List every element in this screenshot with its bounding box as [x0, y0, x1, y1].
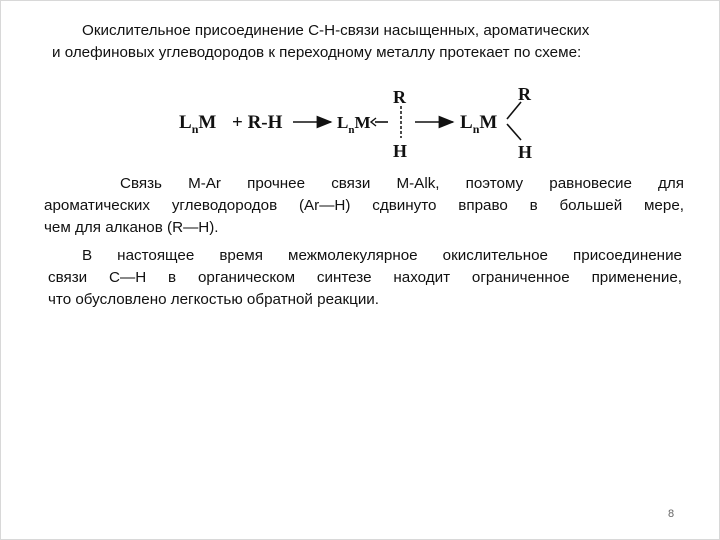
product-mh-bond — [507, 124, 521, 140]
application-line-3: что обусловлено легкостью обратной реакции. — [48, 291, 380, 308]
stability-line-3: чем для алканов (R—H). — [44, 219, 219, 236]
product-h-label: H — [518, 142, 533, 162]
product-metal-complex: $L_nM$ — [460, 112, 498, 136]
product-r-label: R — [518, 86, 531, 104]
stability-line-1: Связь M-Ar прочнее связи M-Alk, поэтому равновесие для — [120, 175, 684, 192]
intermediate-metal-complex: $L_nM$ — [337, 113, 371, 136]
intermediate-h-label: H — [393, 141, 408, 161]
stability-paragraph — [44, 173, 684, 239]
page-number: 8 — [668, 508, 675, 520]
intermediate-r-label: R — [393, 87, 406, 107]
product-mr-bond — [507, 102, 521, 119]
reagent-rh: + R-H — [232, 112, 283, 133]
intro-line-2: и олефиновых углеводородов к переходному металлу протекает по схеме: — [52, 44, 582, 61]
stability-line-2: ароматических углеводородов (Ar—H) сдвинуто вправо в большей мере, — [44, 197, 684, 214]
reaction-scheme — [175, 86, 545, 162]
intro-paragraph — [52, 20, 686, 64]
application-paragraph — [48, 245, 682, 311]
application-line-1: В настоящее время межмолекулярное окислительное присоединение — [82, 247, 682, 264]
intro-line-1: Окислительное присоединение С-Н-связи насыщенных, ароматических — [82, 22, 590, 39]
reactant-metal-complex: $L_nM$ — [179, 112, 217, 136]
application-line-2: связи С—Н в органическом синтезе находит ограниченное применение, — [48, 269, 682, 286]
